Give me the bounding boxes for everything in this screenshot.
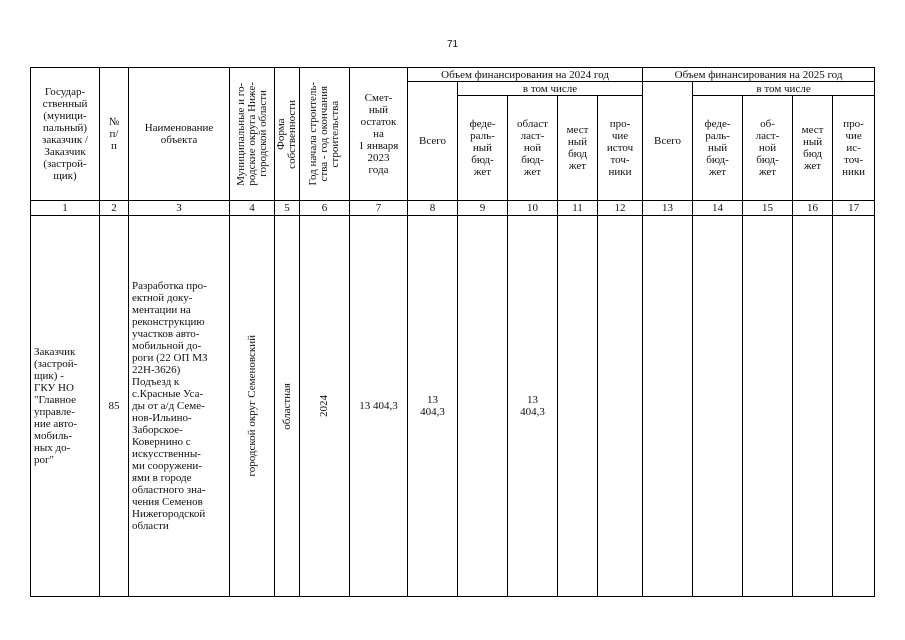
header-total-2024: Всего bbox=[408, 82, 458, 201]
header-local-2025: мест ный бюд жет bbox=[793, 96, 833, 201]
header-regional-2025: об- ласт- ной бюд- жет bbox=[743, 96, 793, 201]
column-number: 6 bbox=[300, 201, 350, 216]
cell-total-2025 bbox=[643, 216, 693, 597]
cell-remainder: 13 404,3 bbox=[350, 216, 408, 597]
header-other-2025: про- чие ис- точ- ники bbox=[833, 96, 875, 201]
cell-total-2024: 13 404,3 bbox=[408, 216, 458, 597]
column-number: 12 bbox=[598, 201, 643, 216]
column-number: 5 bbox=[275, 201, 300, 216]
header-regional-2024: област ласт- ной бюд- жет bbox=[508, 96, 558, 201]
header-including-2024: в том числе bbox=[458, 82, 643, 96]
column-number: 4 bbox=[230, 201, 275, 216]
header-number: № п/ п bbox=[100, 68, 129, 201]
cell-customer: Заказчик (застрой- щик) - ГКУ НО "Главное управле- ние авто- мобиль- ных до- рог" bbox=[31, 216, 100, 597]
header-years bbox=[300, 68, 350, 201]
header-remainder: Смет- ный остаток на 1 января 2023 года bbox=[350, 68, 408, 201]
header-federal-2024: феде- раль- ный бюд- жет bbox=[458, 96, 508, 201]
column-number-row bbox=[31, 201, 875, 216]
column-number: 2 bbox=[100, 201, 129, 216]
header-including-2025: в том числе bbox=[693, 82, 875, 96]
cell-other-2025 bbox=[833, 216, 875, 597]
cell-local-2025 bbox=[793, 216, 833, 597]
column-number: 1 bbox=[31, 201, 100, 216]
column-number: 13 bbox=[643, 201, 693, 216]
financing-table bbox=[30, 67, 875, 597]
column-number: 7 bbox=[350, 201, 408, 216]
header-fin-2025: Объем финансирования на 2025 год bbox=[643, 68, 875, 82]
column-number: 17 bbox=[833, 201, 875, 216]
cell-municipality-text: городской округ Семеновский bbox=[245, 335, 258, 477]
cell-local-2024 bbox=[558, 216, 598, 597]
cell-ownership bbox=[275, 216, 300, 597]
column-number: 9 bbox=[458, 201, 508, 216]
cell-regional-2024: 13 404,3 bbox=[508, 216, 558, 597]
cell-ownership-text: областная bbox=[280, 382, 293, 430]
header-total-2025: Всего bbox=[643, 82, 693, 201]
header-years-text: Год начала строитель- ства - год окончания строительства bbox=[307, 82, 341, 186]
column-number: 8 bbox=[408, 201, 458, 216]
cell-regional-2025 bbox=[743, 216, 793, 597]
header-ownership bbox=[275, 68, 300, 201]
header-ownership-text: Форма собственности bbox=[275, 99, 298, 169]
header-other-2024: про- чие источ точ- ники bbox=[598, 96, 643, 201]
cell-years bbox=[300, 216, 350, 597]
header-federal-2025: феде- раль- ный бюд- жет bbox=[693, 96, 743, 201]
column-number: 11 bbox=[558, 201, 598, 216]
cell-object-name: Разработка про- ектной доку- ментации на реконструкцию участков авто- мобильной до- роги (22 ОП МЗ 22Н-3626) Подъезд к с.Красные Уса- ды от а/д Семе- нов-Ильино- Заборское- Ковернино с искусственны- ми сооружени- ями в городе областного зна- чения Семенов Нижегородской области bbox=[129, 216, 230, 597]
cell-federal-2024 bbox=[458, 216, 508, 597]
column-number: 14 bbox=[693, 201, 743, 216]
cell-years-text: 2024 bbox=[318, 395, 330, 417]
column-number: 3 bbox=[129, 201, 230, 216]
column-number: 10 bbox=[508, 201, 558, 216]
header-local-2024: мест ный бюд жет bbox=[558, 96, 598, 201]
cell-other-2024 bbox=[598, 216, 643, 597]
cell-municipality bbox=[230, 216, 275, 597]
header-object-name: Наименование объекта bbox=[129, 68, 230, 201]
page-number: 71 bbox=[446, 39, 459, 50]
header-municipality bbox=[230, 68, 275, 201]
header-customer: Государ- ственный (муници- пальный) заказчик / Заказчик (застрой- щик) bbox=[31, 68, 100, 201]
header-fin-2024: Объем финансирования на 2024 год bbox=[408, 68, 643, 82]
column-number: 16 bbox=[793, 201, 833, 216]
cell-federal-2025 bbox=[693, 216, 743, 597]
header-municipality-text: Муниципальные и го- родские округа Ниже- городской области bbox=[234, 82, 269, 186]
column-number: 15 bbox=[743, 201, 793, 216]
cell-number: 85 bbox=[100, 216, 129, 597]
table-row bbox=[31, 216, 875, 597]
